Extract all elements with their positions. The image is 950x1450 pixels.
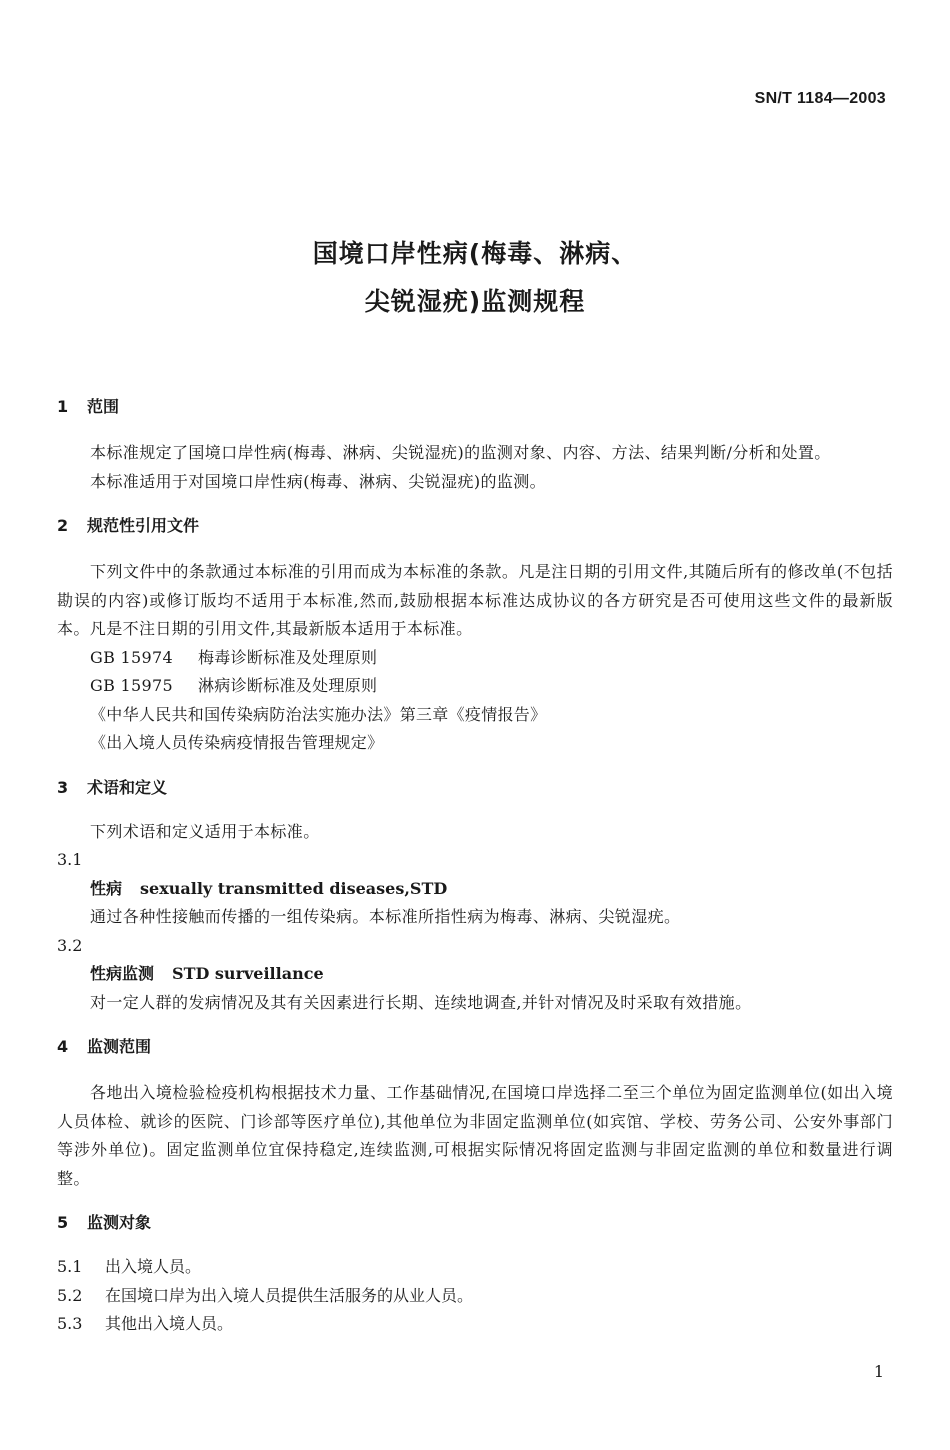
title-line-2: 尖锐湿疣)监测规程	[364, 287, 586, 316]
section-number: 5	[57, 1213, 69, 1232]
section-title: 术语和定义	[87, 777, 168, 797]
item-text: 在国境口岸为出入境人员提供生活服务的从业人员。	[105, 1285, 474, 1305]
term-english: STD surveillance	[172, 964, 324, 983]
section-1-paragraph-1: 本标准规定了国境口岸性病(梅毒、淋病、尖锐湿疣)的监测对象、内容、方法、结果判断/分析和处置。	[90, 443, 831, 462]
section-title: 范围	[87, 397, 120, 416]
item-text: 其他出入境人员。	[105, 1314, 234, 1333]
reference-gb15975	[57, 672, 893, 701]
item-text: 出入境人员。	[105, 1257, 202, 1276]
section-5-heading	[57, 1211, 893, 1235]
section-4-paragraph-1: 各地出入境检验检疫机构根据技术力量、工作基础情况,在国境口岸选择二至三个单位为固定监测单位(如出入境人员体检、就诊的医院、门诊部等医疗单位),其他单位为非固定监测单位(如宾馆、学校、劳务公司、公安外事部门等涉外单位)。固定监测单位宜保持稳定,连续监测,可根据实际情况将固定监测与非固定监测的单位和数量进行调整。	[57, 1083, 893, 1188]
section-2-paragraph-1: 下列文件中的条款通过本标准的引用而成为本标准的条款。凡是注日期的引用文件,其随后所有的修改单(不包括勘误的内容)或修订版均不适用于本标准,然而,鼓励根据本标准达成协议的各方研究是否可使用这些文件的最新版本。凡是不注日期的引用文件,其最新版本适用于本标准。	[57, 562, 893, 638]
section-number: 3	[57, 777, 69, 797]
term-english: sexually transmitted diseases,STD	[140, 878, 448, 898]
section-1-heading	[57, 395, 893, 419]
reference-regulation: 《出入境人员传染病疫情报告管理规定》	[90, 733, 384, 752]
section-3-heading	[57, 776, 893, 800]
term-3-1-number: 3.1	[57, 850, 83, 869]
title-line-1: 国境口岸性病(梅毒、淋病、	[312, 239, 638, 268]
item-5-3	[57, 1310, 893, 1339]
section-title: 监测范围	[87, 1037, 152, 1056]
term-chinese: 性病监测	[90, 964, 155, 983]
term-3-1-definition: 通过各种性接触而传播的一组传染病。本标准所指性病为梅毒、淋病、尖锐湿疣。	[90, 907, 681, 926]
section-number: 1	[57, 397, 69, 416]
section-number: 4	[57, 1037, 69, 1056]
section-1-paragraph-2: 本标准适用于对国境口岸性病(梅毒、淋病、尖锐湿疣)的监测。	[90, 471, 547, 491]
section-4-heading	[57, 1035, 893, 1059]
term-3-2	[57, 960, 893, 989]
item-number: 5.2	[57, 1285, 83, 1305]
section-2-heading	[57, 514, 893, 538]
page-number: 1	[873, 1362, 884, 1381]
reference-title: 淋病诊断标准及处理原则	[198, 676, 378, 695]
reference-gb15974	[57, 644, 893, 673]
term-3-2-definition: 对一定人群的发病情况及其有关因素进行长期、连续地调查,并针对情况及时采取有效措施。	[90, 992, 752, 1012]
section-3-paragraph-1: 下列术语和定义适用于本标准。	[90, 821, 320, 841]
reference-title: 梅毒诊断标准及处理原则	[198, 647, 378, 667]
reference-law: 《中华人民共和国传染病防治法实施办法》第三章《疫情报告》	[90, 704, 547, 724]
reference-code: GB 15975	[90, 676, 173, 695]
item-5-1	[57, 1253, 893, 1282]
standard-code: SN/T 1184—2003	[754, 90, 886, 107]
term-3-2-number: 3.2	[57, 935, 83, 955]
term-chinese: 性病	[90, 878, 123, 898]
section-number: 2	[57, 516, 69, 535]
section-title: 规范性引用文件	[87, 516, 200, 535]
item-number: 5.1	[57, 1257, 83, 1276]
document-title	[0, 230, 950, 326]
term-3-1	[57, 875, 893, 904]
document-body	[57, 395, 893, 1339]
section-title: 监测对象	[87, 1213, 152, 1232]
reference-code: GB 15974	[90, 647, 173, 667]
item-number: 5.3	[57, 1314, 83, 1333]
item-5-2	[57, 1282, 893, 1311]
